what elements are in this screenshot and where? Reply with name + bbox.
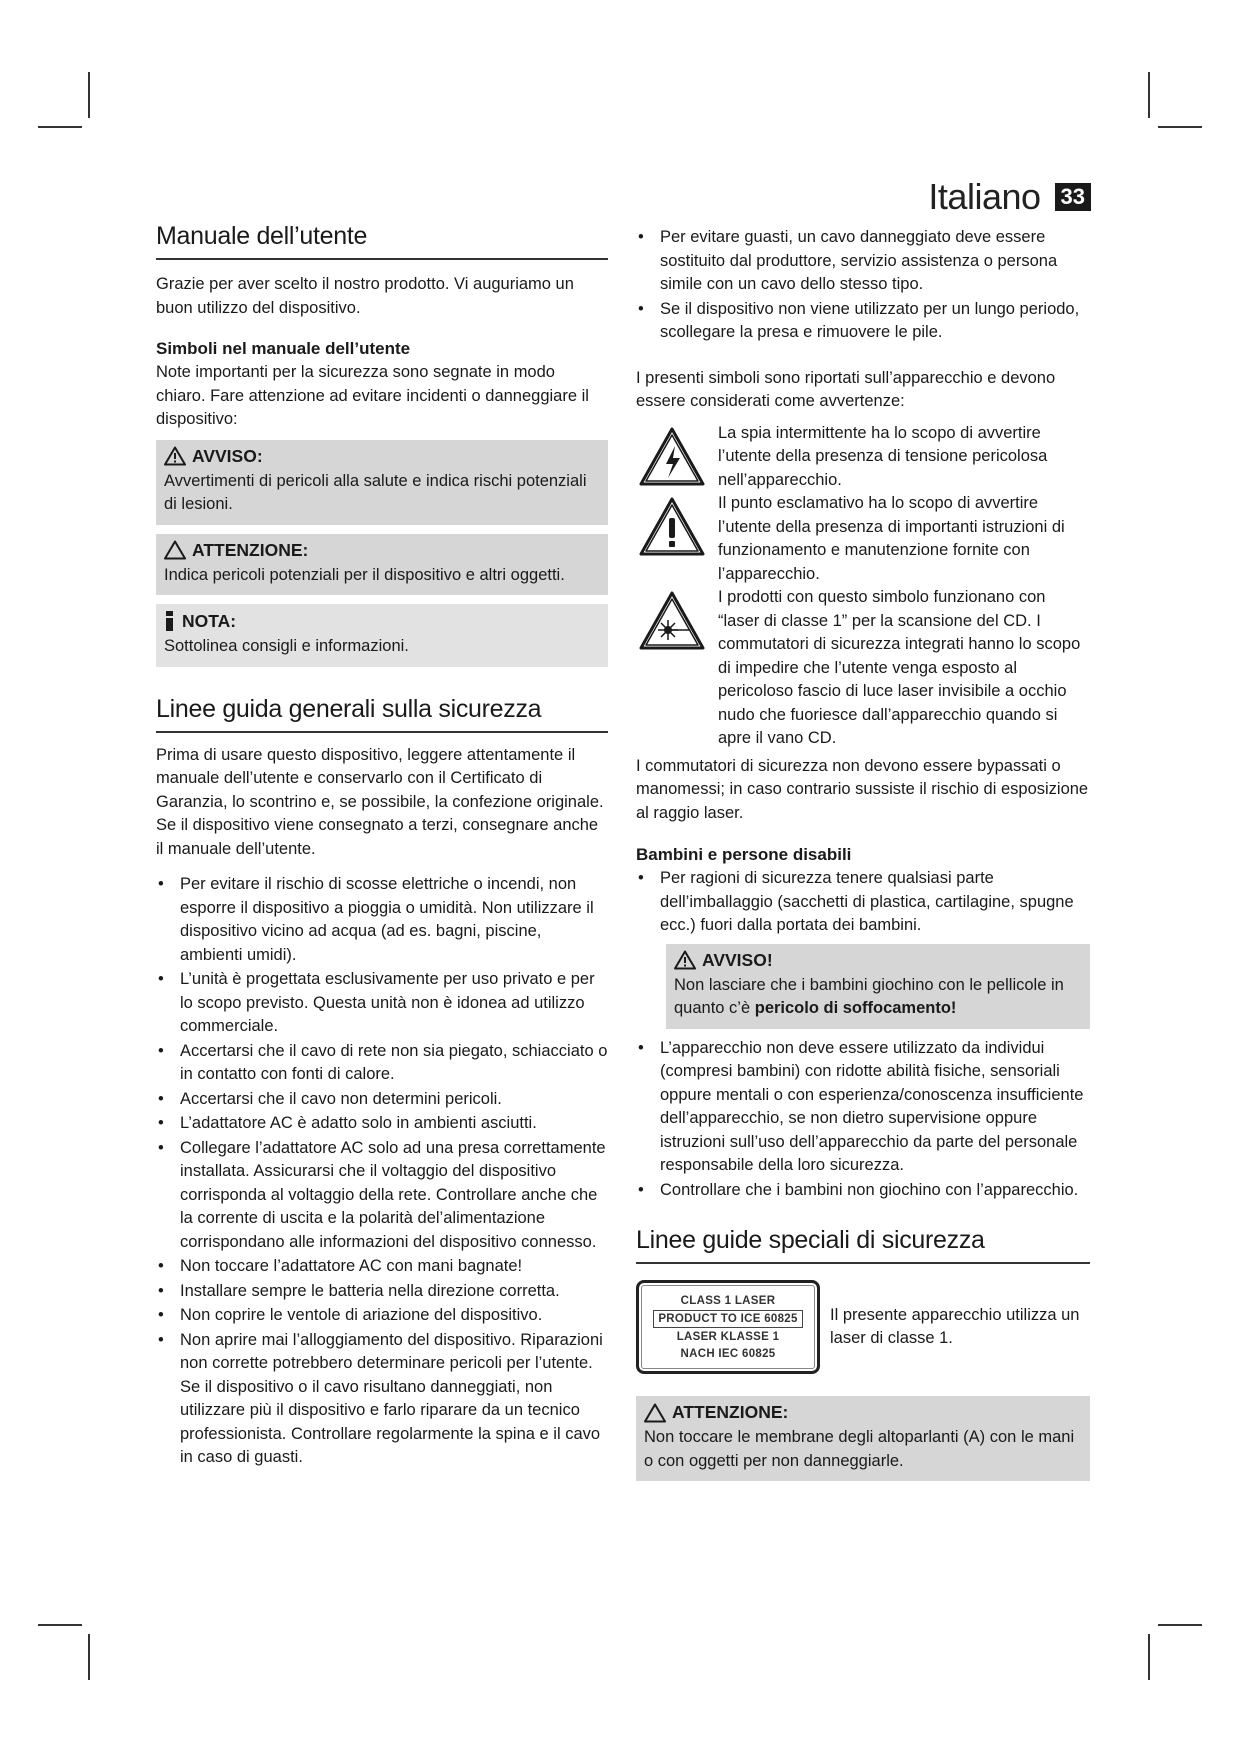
crop-mark [88,72,90,118]
symbol-text: I prodotti con questo simbolo funzionano con “laser di classe 1” per la scansione del CD. I commutatori di sicurezza integrati hanno lo scopo di impedire che l’utente venga esposto al pericoloso fascio di luce laser invisibile a occhio nudo che fuoriesce dall’apparecchio quando si apre il vano CD. [718,588,1081,747]
list-item: • L’adattatore AC è adatto solo in ambienti asciutti. [156,1112,608,1136]
section-title-safety: Linee guida generali sulla sicurezza [156,695,608,733]
laser-label-line: PRODUCT TO ICE 60825 [653,1310,802,1328]
special-attenzione-title-text: ATTENZIONE: [672,1402,789,1422]
list-item: • Controllare che i bambini non giochino con l’apparecchio. [636,1179,1090,1203]
children-bullet-list-2 [636,1037,1090,1203]
children-avviso-text-bold: pericolo di soffocamento! [754,999,957,1017]
list-item: • Per evitare guasti, un cavo danneggiato deve essere sostituito dal produttore, servizio assistenza o persona simile con un cavo dello stesso tipo. [636,226,1090,297]
list-item: • Non toccare l’adattatore AC con mani bagnate! [156,1255,608,1279]
exclamation-warning-icon [638,496,706,558]
crop-mark [1158,126,1202,128]
caution-triangle-icon [644,1403,666,1423]
symbol-icon-wrap [636,586,708,652]
list-item: • Accertarsi che il cavo non determini pericoli. [156,1088,608,1112]
warning-triangle-icon [164,446,186,466]
right-column [636,222,1090,1481]
page-number: 33 [1055,183,1091,211]
nota-text: Sottolinea consigli e informazioni. [164,637,409,655]
symbols-intro: I presenti simboli sono riportati sull’apparecchio e devono essere considerati come avvertenze: [636,368,1056,410]
language-label: Italiano [928,176,1041,217]
list-item: • L’apparecchio non deve essere utilizzato da individui (compresi bambini) con ridotte abilità fisiche, sensoriali oppure mentali o con esperienza/conoscenza insufficiente dell’apparecchio, se non dietro supervisione oppure istruzioni sull’uso dell’apparecchio da parte del personale responsabile della loro sicurezza. [636,1037,1090,1178]
children-heading: Bambini e persone disabili [636,845,852,864]
symbol-row-exclamation [636,492,1090,586]
safety-switches-text: I commutatori di sicurezza non devono essere bypassati o manomessi; in caso contrario sussiste il rischio di esposizione al raggio laser. [636,756,1089,822]
laser-class-label [636,1280,820,1374]
crop-mark [1158,1624,1202,1626]
list-item: • Installare sempre le batteria nella direzione corretta. [156,1280,608,1304]
attenzione-title-text: ATTENZIONE: [192,539,309,560]
children-avviso-box [666,944,1090,1029]
laser-class-row [636,1280,1090,1374]
section-title-special: Linee guide speciali di sicurezza [636,1226,1090,1264]
crop-mark [88,1634,90,1680]
list-item: • Non coprire le ventole di ariazione del dispositivo. [156,1304,608,1328]
caution-triangle-icon [164,540,186,560]
info-icon [164,610,176,632]
list-item: • Accertarsi che il cavo di rete non sia piegato, schiacciato o in contatto con fonti di calore. [156,1040,608,1087]
symbols-heading: Simboli nel manuale dell’utente [156,339,411,358]
special-attenzione-title [644,1402,1082,1423]
laser-label-line: CLASS 1 LASER [680,1294,776,1307]
laser-warning-icon [638,590,706,652]
safety-intro: Prima di usare questo dispositivo, leggere attentamente il manuale dell’utente e conservarlo con il Certificato di Garanzia, lo scontrino e, se possibile, la confezione originale. Se il dispositivo viene consegnato a terzi, consegnare anche il manuale dell’utente. [156,745,604,858]
crop-mark [1148,1634,1150,1680]
avviso-text: Avvertimenti di pericoli alla salute e indica rischi potenziali di lesioni. [164,471,587,513]
bullet-list-top [636,226,1090,345]
avviso-box [156,440,608,525]
nota-box [156,604,608,667]
left-column [156,222,608,1471]
laser-label-line: LASER KLASSE 1 [676,1330,780,1343]
crop-mark [38,126,82,128]
list-item: • Collegare l’adattatore AC solo ad una presa correttamente installata. Assicurarsi che il voltaggio del dispositivo corrisponda al voltaggio della rete. Controllare anche che la corrente di uscita e la polarità del’alimentazione corrispondano alle informazioni del dispositivo connesso. [156,1137,608,1255]
page-header [928,176,1091,218]
children-avviso-text-part: Non lasciare che i bambini giochino con le pellicole in quanto c’è [674,975,1064,1017]
warning-triangle-icon [674,950,696,970]
children-avviso-text [674,974,1082,1021]
laser-class-text: Il presente apparecchio utilizza un laser di classe 1. [830,1305,1080,1347]
nota-title-text: NOTA: [182,610,237,631]
nota-title [164,610,600,632]
safety-bullet-list [156,873,608,1470]
children-avviso-title-text: AVVISO! [702,949,773,970]
list-item: • L’unità è progettata esclusivamente per uso privato e per lo scopo previsto. Questa unità non è idonea ad utilizzo commerciale. [156,968,608,1039]
section-title-manual: Manuale dell’utente [156,222,608,260]
list-item: • Non aprire mai l’alloggiamento del dispositivo. Riparazioni non corrette potrebbero determinare pericoli per l’utente. Se il dispositivo o il cavo risultano danneggiati, non utilizzare più il dispositivo e farlo riparare da un tecnico professionista. Controllare regolarmente la spina e il cavo in caso di guasti. [156,1329,608,1470]
children-bullet-list [636,867,1090,938]
lightning-warning-icon [638,426,706,488]
list-item: • Per ragioni di sicurezza tenere qualsiasi parte dell’imballaggio (sacchetti di plastica, cartilagine, spugne ecc.) fuori dalla portata dei bambini. [636,867,1090,938]
symbol-icon-wrap [636,492,708,558]
symbol-text: La spia intermittente ha lo scopo di avvertire l’utente della presenza di tensione pericolosa nell’apparecchio. [718,423,1048,489]
manual-intro: Grazie per aver scelto il nostro prodotto. Vi auguriamo un buon utilizzo del dispositivo. [156,275,574,317]
symbol-row-lightning [636,422,1090,493]
laser-label-line: NACH IEC 60825 [680,1347,776,1360]
list-item: • Se il dispositivo non viene utilizzato per un lungo periodo, scollegare la presa e rimuovere le pile. [636,298,1090,345]
children-avviso-title [674,950,1082,971]
symbol-row-laser [636,586,1090,751]
avviso-title [164,446,600,467]
attenzione-title [164,540,600,561]
symbols-text: Note importanti per la sicurezza sono segnate in modo chiaro. Fare attenzione ad evitare incidenti o danneggiare il dispositivo: [156,363,589,428]
special-attenzione-box [636,1396,1090,1481]
avviso-title-text: AVVISO: [192,445,263,466]
crop-mark [1148,72,1150,118]
symbol-icon-wrap [636,422,708,488]
attenzione-box [156,534,608,596]
attenzione-text: Indica pericoli potenziali per il dispositivo e altri oggetti. [164,565,565,584]
symbol-text: Il punto esclamativo ha lo scopo di avvertire l’utente della presenza di importanti istruzioni di funzionamento e manutenzione fornite con l’apparecchio. [718,494,1065,583]
list-item: • Per evitare il rischio di scosse elettriche o incendi, non esporre il dispositivo a pioggia o umidità. Non utilizzare il dispositivo vicino ad acqua (ad es. bagni, piscine, ambienti umidi). [156,873,608,967]
special-attenzione-text: Non toccare le membrane degli altoparlanti (A) con le mani o con oggetti per non danneggiarle. [644,1428,1075,1470]
crop-mark [38,1624,82,1626]
